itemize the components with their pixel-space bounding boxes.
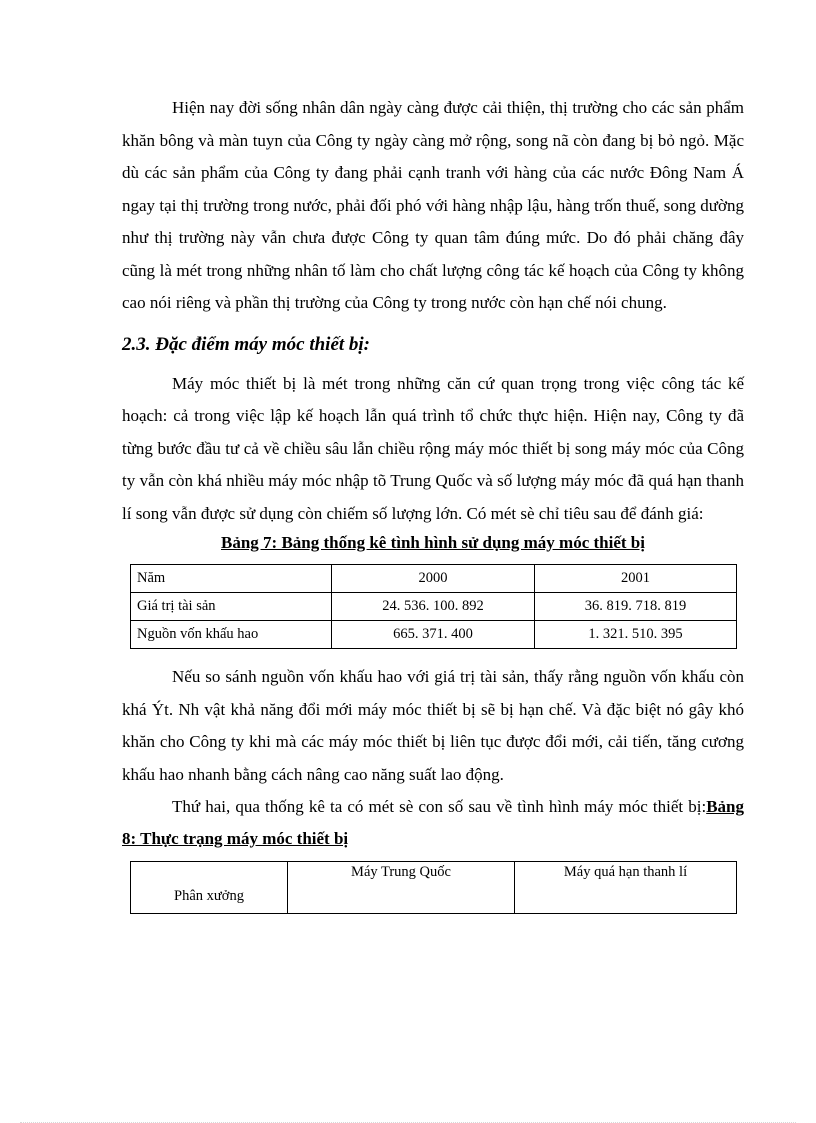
table-cell: 2000 [332, 565, 535, 593]
table-row [131, 621, 737, 649]
table-cell: 2001 [535, 565, 737, 593]
table-cell: Phân xưởng [131, 862, 288, 914]
table7 [130, 564, 737, 649]
paragraph-depreciation: Nếu so sánh nguồn vốn khấu hao với giá trị tài sản, thấy rằng nguồn vốn khấu còn khá Ýt. Nh vật khả năng đổi mới máy móc thiết bị sẽ bị hạn chế. Và đặc biệt nó gây khó khăn cho Công ty khi mà các máy móc thiết bị liên tục được đổi mới, cải tiến, tăng cương khấu hao nhanh bằng cách nâng cao năng suất lao động. [122, 667, 744, 784]
table-row [131, 565, 737, 593]
table-cell: 1. 321. 510. 395 [535, 621, 737, 649]
table-cell: Nguồn vốn khấu hao [131, 621, 332, 649]
paragraph-second-text: Thứ hai, qua thống kê ta có mét sè con số sau về tình hình máy móc thiết bị: [172, 797, 707, 816]
paragraph-market: Hiện nay đời sống nhân dân ngày càng được cải thiện, thị trường cho các sản phẩm khăn bông và màn tuyn của Công ty ngày càng mở rộng, song nã còn đang bị bỏ ngỏ. Mặc dù các sản phẩm của Công ty đang phải cạnh tranh với hàng của các nước Đông Nam Á ngay tại thị trường trong nước, phải đối phó với hàng nhập lậu, hàng trốn thuế, song dường như thị trường này vẫn chưa được Công ty quan tâm đúng mức. Do đó phải chăng đây cũng là mét trong những nhân tố làm cho chất lượng công tác kế hoạch của Công ty không cao nói riêng và phần thị trường của Công ty trong nước còn hạn chế nói chung. [122, 98, 744, 312]
table-row [131, 862, 737, 914]
table-cell: Năm [131, 565, 332, 593]
paragraph-equipment: Máy móc thiết bị là mét trong những căn cứ quan trọng trong việc công tác kế hoạch: cả trong việc lập kế hoạch lẫn quá trình tổ chức thực hiện. Hiện nay, Công ty đã từng bước đầu tư cả về chiều sâu lẫn chiều rộng máy móc thiết bị song máy móc của Công ty vẫn còn khá nhiều máy móc nhập tõ Trung Quốc và số lượng máy móc đã quá hạn thanh lí song vẫn được sử dụng còn chiếm số lượng lớn. Có mét sè chỉ tiêu sau để đánh giá: [122, 373, 744, 523]
table8-caption: Bảng 8: Thực trạng máy móc thiết bị [122, 797, 744, 848]
table7-caption: Bảng 7: Bảng thống kê tình hình sử dụng máy móc thiết bị [221, 533, 645, 552]
table8 [130, 861, 737, 914]
section-heading: 2.3. Đặc điểm máy móc thiết bị: [122, 333, 371, 355]
table-cell: Giá trị tài sản [131, 593, 332, 621]
table-cell: 665. 371. 400 [332, 621, 535, 649]
table-cell: Máy quá hạn thanh lí [515, 862, 737, 914]
table-row [131, 593, 737, 621]
document-page [122, 92, 744, 914]
paragraph-second [122, 791, 744, 855]
table-cell: 24. 536. 100. 892 [332, 593, 535, 621]
table-cell: 36. 819. 718. 819 [535, 593, 737, 621]
table-cell: Máy Trung Quốc [288, 862, 515, 914]
